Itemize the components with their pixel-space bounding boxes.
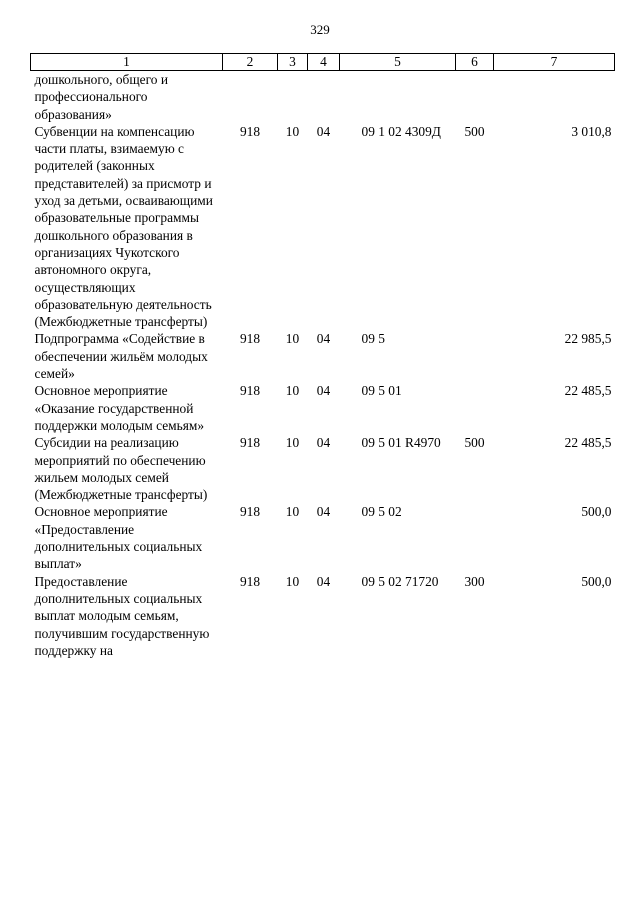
table-row [31,123,615,331]
table-row [31,573,615,659]
table-row [31,503,615,572]
row-admin-code: 918 [239,573,261,589]
row-admin-code: 918 [239,504,261,520]
row-subsection: 04 [316,435,331,451]
row-name: Подпрограмма «Содействие в обеспечении жильём молодых семей» [34,331,208,382]
row-expense-type [456,71,494,123]
row-admin-code [223,71,278,123]
row-amount: 22 485,5 [564,435,612,451]
row-amount: 22 485,5 [564,383,612,399]
budget-table [30,53,615,659]
row-admin-code: 918 [239,435,261,451]
row-name: Субвенции на компенсацию части платы, взимаемую с родителей (законных представителей) за присмотр и уход за детьми, осваивающими образовательные программы дошкольного образования в организациях Чукотского автономного округа, осуществляющих образовательную деятельность (Межбюджетные трансферты) [34,123,213,330]
header-row [31,54,615,71]
row-expense-type [456,382,494,434]
row-target-code: 09 5 02 [361,504,402,520]
row-name: Основное мероприятие «Предоставление дополнительных социальных выплат» [34,504,203,572]
row-amount: 500,0 [581,573,612,589]
row-name: Предоставление дополнительных социальных выплат молодым семьям, получившим государственную поддержку на [34,573,210,658]
column-header-1: 1 [31,54,223,71]
table-row [31,330,615,382]
column-header-6: 6 [456,54,494,71]
row-target-code [340,71,456,123]
row-amount: 500,0 [581,504,612,520]
row-expense-type: 500 [464,123,485,139]
row-subsection: 04 [316,123,331,139]
row-admin-code: 918 [239,331,261,347]
row-target-code: 09 1 02 4309Д [361,123,441,139]
row-section: 10 [285,435,300,451]
column-header-7: 7 [494,54,615,71]
row-name: Основное мероприятие «Оказание государственной поддержки молодым семьям» [34,383,205,433]
row-subsection: 04 [316,573,331,589]
row-admin-code: 918 [239,383,261,399]
row-amount: 22 985,5 [564,331,612,347]
column-header-2: 2 [223,54,278,71]
table-row [31,382,615,434]
row-subsection: 04 [316,331,331,347]
row-target-code: 09 5 02 71720 [361,573,439,589]
row-expense-type [456,330,494,382]
row-section: 10 [285,123,300,139]
row-amount [494,71,615,123]
row-expense-type [456,503,494,572]
table-row [31,434,615,503]
table-row [31,71,615,123]
row-section: 10 [285,504,300,520]
page-number: 329 [310,22,330,37]
row-section: 10 [285,573,300,589]
row-name: Субсидии на реализацию мероприятий по обеспечению жильем молодых семей (Межбюджетные трансферты) [34,435,208,503]
column-header-5: 5 [340,54,456,71]
column-header-3: 3 [278,54,308,71]
row-expense-type: 500 [464,435,485,451]
row-subsection: 04 [316,383,331,399]
column-header-4: 4 [308,54,340,71]
row-target-code: 09 5 [361,331,385,347]
row-section: 10 [285,383,300,399]
row-subsection [308,71,340,123]
row-section: 10 [285,331,300,347]
row-target-code: 09 5 01 [361,383,402,399]
row-amount: 3 010,8 [571,123,612,139]
row-admin-code: 918 [239,123,261,139]
row-subsection: 04 [316,504,331,520]
row-section [278,71,308,123]
row-expense-type: 300 [464,573,485,589]
row-name: дошкольного, общего и профессионального образования» [34,72,168,122]
row-target-code: 09 5 01 R4970 [361,435,441,451]
